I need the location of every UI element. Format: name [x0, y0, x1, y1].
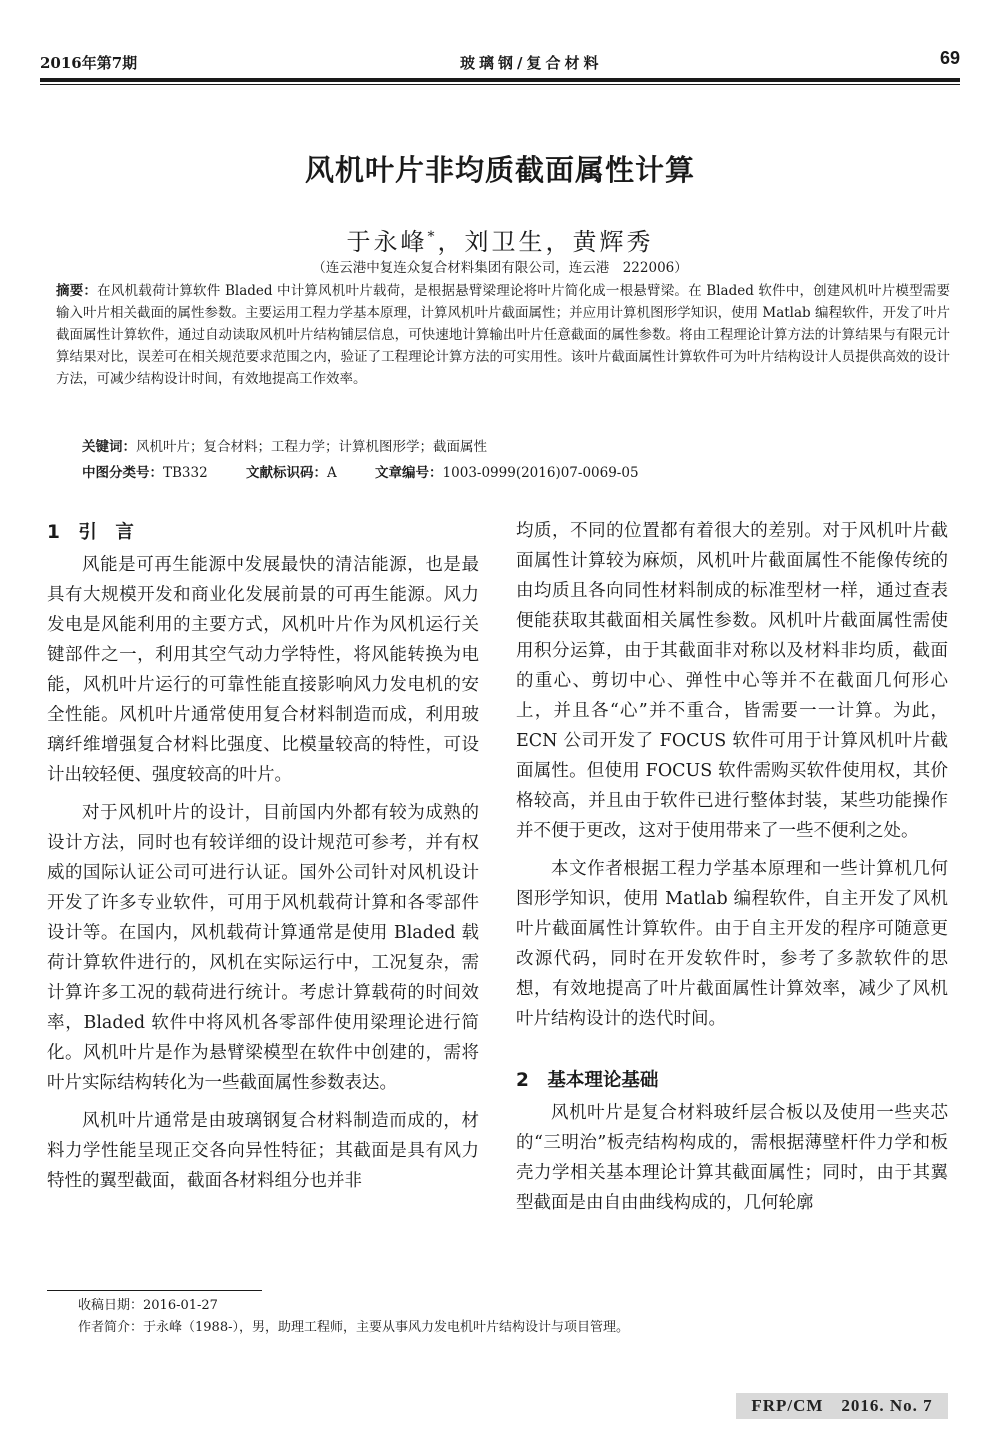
section-2-heading: 2 基本理论基础 [516, 1070, 659, 1091]
abstract [56, 280, 950, 390]
running-header [40, 48, 960, 78]
abstract-label: 摘要： [56, 283, 98, 299]
affiliation: （连云港中复连众复合材料集团有限公司，连云港 222006） [312, 260, 688, 276]
doc-code-value: A [327, 465, 337, 481]
paragraph: 本文作者根据工程力学基本原理和一些计算机几何图形学知识，使用 Matlab 编程软件，自主开发了风机叶片截面属性计算软件。由于自主开发的程序可随意更改源代码，同时在开发软件时，参考了多款软件的思想，有效地提高了叶片截面属性计算效率，减少了风机叶片结构设计的迭代时间。 [516, 859, 948, 1029]
paragraph-continued: 均质，不同的位置都有着很大的差别。对于风机叶片截面属性计算较为麻烦，风机叶片截面属性不能像传统的由均质且各向同性材料制成的标准型材一样，通过查表便能获取其截面相关属性参数。风机叶片截面属性需使用积分运算，由于其截面非对称以及材料非均质，截面的重心、剪切中心、弹性中心等并不在截面几何形心上，并且各“心”并不重合，皆需要一一计算。为此，ECN 公司开发了 FOCUS 软件可用于计算风机叶片截面属性。但使用 FOCUS 软件需购买软件使用权，其价格较高，并且由于软件已进行整体封装，某些功能操作并不便于更改，这对于使用带来了一些不便利之处。 [516, 521, 948, 841]
abstract-text: 在风机载荷计算软件 Bladed 中计算风机叶片载荷，是根据悬臂梁理论将叶片简化成一根悬臂梁。在 Bladed 软件中，创建风机叶片模型需要输入叶片相关截面的属性参数。主要运用工程力学基本原理，计算风机叶片截面属性；并应用计算机图形学知识，使用 Matlab 编程软件，开发了叶片截面属性计算软件，通过自动读取风机叶片结构铺层信息，可快速地计算输出叶片任意截面的属性参数。将由工程理论计算方法的计算结果与有限元计算结果对比，误差可在相关规范要求范围之内，验证了工程理论计算方法的可实用性。该叶片截面属性计算软件可为叶片结构设计人员提供高效的设计方法，可减少结构设计时间，有效地提高工作效率。 [56, 283, 951, 387]
header-rule-thick [40, 78, 960, 82]
first-author: 于永峰 [346, 228, 428, 256]
classification-line [82, 461, 942, 481]
clc-value: TB332 [163, 465, 208, 481]
other-authors: ，刘卫生，黄辉秀 [437, 228, 654, 256]
left-column [47, 516, 479, 1196]
author-line [0, 222, 1000, 257]
journal-name: 玻璃钢/复合材料 [460, 54, 603, 72]
keywords [82, 435, 942, 455]
journal-footer-badge: FRP/CM 2016. No. 7 [736, 1393, 948, 1419]
footnote-author-bio: 作者简介：于永峰（1988-），男，助理工程师，主要从事风力发电机叶片结构设计与项目管理。 [78, 1320, 629, 1335]
article-title: 风机叶片非均质截面属性计算 [304, 153, 695, 187]
paragraph: 风机叶片是复合材料玻纤层合板以及使用一些夹芯的“三明治”板壳结构构成的，需根据薄壁杆件力学和板壳力学相关基本理论计算其截面属性；同时，由于其翼型截面是由自由曲线构成的，几何轮廓 [516, 1103, 948, 1213]
header-rule-thin [40, 84, 960, 85]
page-number: 69 [939, 48, 960, 68]
section-1-heading: 1 引 言 [47, 522, 134, 543]
paragraph: 风能是可再生能源中发展最快的清洁能源，也是最具有大规模开发和商业化发展前景的可再生能源。风力发电是风能利用的主要方式，风机叶片作为风机运行关键部件之一，利用其空气动力学特性，将风能转换为电能，风机叶片运行的可靠性能直接影响风力发电机的安全性能。风机叶片通常使用复合材料制造而成，利用玻璃纤维增强复合材料比强度、比模量较高的特性，可设计出较轻便、强度较高的叶片。 [47, 555, 479, 785]
article-id-value: 1003-0999(2016)07-0069-05 [442, 465, 639, 481]
doc-code-label: 文献标识码： [246, 465, 327, 481]
paragraph: 对于风机叶片的设计，目前国内外都有较为成熟的设计方法，同时也有较详细的设计规范可参考，并有权威的国际认证公司可进行认证。国外公司针对风机设计开发了许多专业软件，可用于风机载荷计算和各零部件设计等。在国内，风机载荷计算通常是使用 Bladed 载荷计算软件进行的，风机在实际运行中，工况复杂，需计算许多工况的载荷进行统计。考虑计算载荷的时间效率，Bladed 软件中将风机各零部件使用梁理论进行简化。风机叶片是作为悬臂梁模型在软件中创建的，需将叶片实际结构转化为一些截面属性参数表达。 [47, 803, 479, 1093]
corresponding-mark: * [427, 229, 438, 245]
keywords-label: 关键词： [82, 439, 136, 455]
issue-label: 2016年第7期 [40, 54, 138, 72]
keywords-text: 风机叶片；复合材料；工程力学；计算机图形学；截面属性 [136, 439, 487, 455]
clc-label: 中图分类号： [82, 465, 163, 481]
footnote-received-date: 收稿日期：2016-01-27 [78, 1298, 218, 1313]
right-column [516, 516, 948, 1218]
footnote-rule [47, 1290, 262, 1291]
article-id-label: 文章编号： [375, 465, 443, 481]
paragraph: 风机叶片通常是由玻璃钢复合材料制造而成的，材料力学性能呈现正交各向异性特征；其截面是具有风力特性的翼型截面，截面各材料组分也并非 [47, 1111, 479, 1191]
